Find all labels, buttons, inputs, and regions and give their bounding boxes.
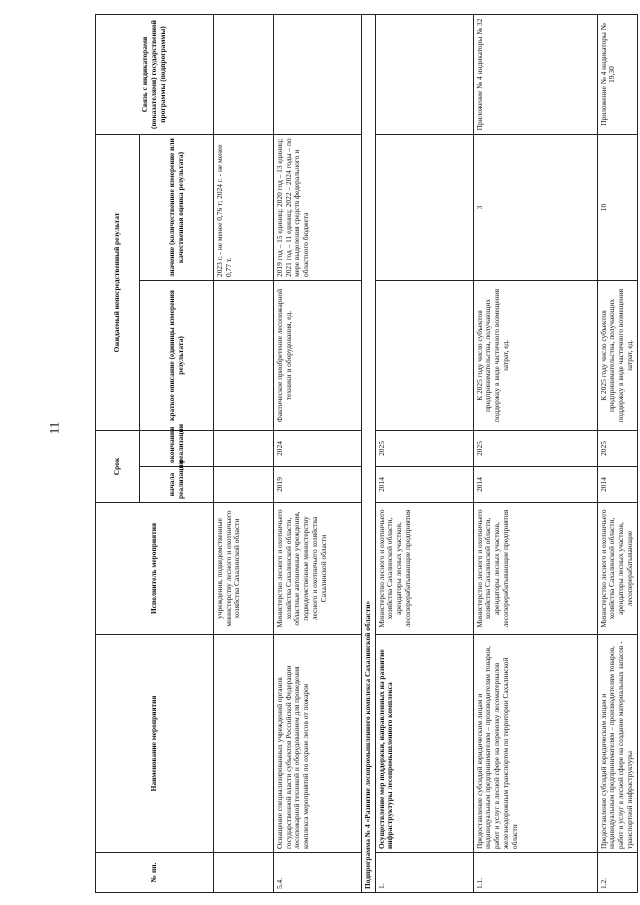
header-expected: Ожидаемый непосредственный результат [96,135,140,431]
cell-executor: Министерство лесного и охотничьего хозяйства Сахалинской области, арендаторы лесных участков, лесоперерабатывающие предприятия [375,503,473,635]
table-row [597,15,637,893]
cell-start: 2014 [597,467,637,503]
cell-end: 2025 [597,431,637,467]
cell-start: 2019 [274,467,362,503]
cell-start: 2014 [473,467,597,503]
cell-value: 10 [597,135,637,281]
cell-end [214,431,274,467]
page-number: 11 [46,421,62,435]
cell-brief [375,281,473,431]
header-start: начала реализации [140,467,214,503]
cell-brief: К 2025 году число субъектов предпринимательства, получающих поддержку в виде частичного возмещения затрат, ед. [597,281,637,431]
cell-num [214,853,274,893]
cell-end: 2025 [375,431,473,467]
header-executor: Исполнитель мероприятия [96,503,214,635]
header-activity: Наименование мероприятия [96,635,214,853]
cell-link [274,15,362,135]
rotated-table-container [95,15,634,893]
cell-activity [214,635,274,853]
cell-end: 2024 [274,431,362,467]
cell-num: 1. [375,853,473,893]
cell-link: Приложение № 4 индикаторы № 19,30 [597,15,637,135]
cell-value: 2019 год – 15 единиц; 2020 год – 13 единиц; 2021 год – 11 единиц; 2022 – 2024 годы – по мере выделения средств федерального и областного бюджета [274,135,362,281]
cell-executor: Министерство лесного и охотничьего хозяйства Сахалинской области, областные автономные учреждения, подведомственные министерству лесного и охотничьего хозяйства Сахалинской области [274,503,362,635]
cell-num: 1.1. [473,853,597,893]
cell-link [214,15,274,135]
header-link: Связь с индикаторами (показателями) государственной программы (подпрограммы) [96,15,214,135]
table-row [214,15,274,893]
cell-executor: Министерство лесного и охотничьего хозяйства Сахалинской области, арендаторы лесных участков, лесоперерабатывающие [597,503,637,635]
table-row [375,15,473,893]
cell-executor: учреждения, подведомственные министерству лесного и охотничьего хозяйства Сахалинской области [214,503,274,635]
cell-end: 2025 [473,431,597,467]
cell-link: Приложение № 4 индикаторы № 32 [473,15,597,135]
header-value: значение (количественное измерение или качественная оценка результата) [140,135,214,281]
subprogram-title: Подпрограмма № 4 «Развитие лесопромышленного комплекса Сахалинской области» [362,15,376,893]
header-brief: краткое описание (единицы измерения результата) [140,281,214,431]
cell-num: 5.4. [274,853,362,893]
cell-executor: Министерство лесного и охотничьего хозяйства Сахалинской области, арендаторы лесных участков, лесоперерабатывающие предприятия [473,503,597,635]
table-row [274,15,362,893]
cell-brief [214,281,274,431]
cell-value: 2023 г. - не менее 0,76 т; 2024 г. - не менее 0,77 т. [214,135,274,281]
cell-activity: Оснащение специализированных учреждений органов государственной власти субъектов Российской Федерации лесопожарной техникой и оборудованием для проведения комплекса мероприятий по охране лесов от пожаров [274,635,362,853]
cell-start [214,467,274,503]
cell-value [375,135,473,281]
landscape-sheet [95,15,634,893]
activities-table [95,14,638,893]
cell-brief: Фактическое приобретение лесопожарной техники и оборудования, ед. [274,281,362,431]
header-row-1 [96,15,140,893]
cell-value: 3 [473,135,597,281]
header-term: Срок [96,431,140,503]
cell-brief: К 2025 году число субъектов предпринимательства, получающих поддержку в виде частичного возмещения затрат, ед. [473,281,597,431]
subprogram-row [362,15,376,893]
header-num: № пп. [96,853,214,893]
cell-activity: Осуществление мер поддержки, направленных на развитие инфраструктуры лесопромышленного комплекса [375,635,473,853]
cell-link [375,15,473,135]
cell-activity: Предоставление субсидий юридическим лицам и индивидуальным предпринимателям – производителям товаров, работ и услуг в лесной сфере на перевозку лесоматериалов железнодорожным транспортом по территории Сахалинской области [473,635,597,853]
table-row [473,15,597,893]
cell-start: 2014 [375,467,473,503]
cell-activity: Предоставление субсидий юридическим лицам и индивидуальным предпринимателям – производителям товаров, работ и услуг в лесной сфере на создание материальных запасов - транспортной инфраструктуры [597,635,637,853]
header-end: окончания реализации [140,431,214,467]
cell-num: 1.2. [597,853,637,893]
